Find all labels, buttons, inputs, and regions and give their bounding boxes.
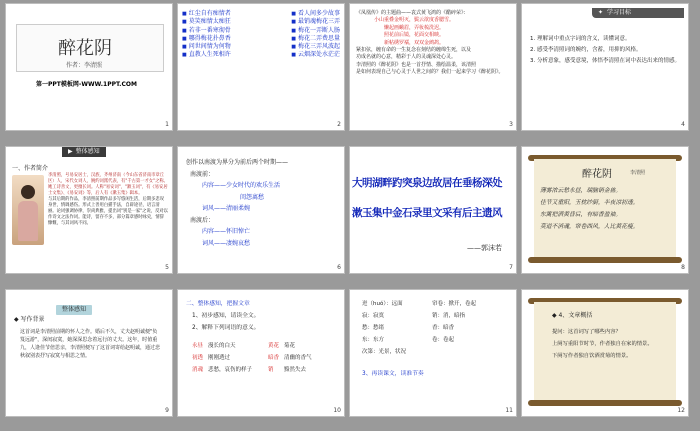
summary-item: 上阕写重阳节时节，作者独自在家的情景。	[552, 341, 653, 347]
background-text: 这首词是李清照前期的怀人之作。婚后不久，丈夫赵明诚便"负笈远游"，深闺寂寞，她深深思念着远行的丈夫。这年，时值重九，人逢佳节倍思亲，李清照便写了这首词寄给赵明诚，通过悲秋叙别表抒写寂寞与相思之情。	[20, 329, 161, 359]
slide-thumbnail-8[interactable]	[522, 147, 688, 273]
slide-author: 作者：李清照	[66, 62, 103, 69]
goal-item: 1. 理解词中重点字词的含义，读懂词意。	[530, 36, 631, 42]
slide-thumbnail-6[interactable]	[178, 147, 344, 273]
word-row: 次第：光景，状况	[362, 349, 407, 355]
slide-thumbnail-9[interactable]	[6, 290, 172, 416]
slide-number: 4	[681, 121, 685, 128]
task-heading: 二、整体感知，把握文章	[186, 301, 250, 307]
term-row: 永昼 漫长的白天 黄花 菊花	[192, 343, 296, 349]
goal-item: 2. 感受李清照词的婉约，含蓄，用抑的风格。	[530, 47, 642, 53]
slide-thumbnail-1[interactable]	[6, 4, 172, 130]
section-heading: 整体感知	[56, 296, 92, 315]
period-content: 内容——少女时代的欢乐生活	[202, 182, 281, 189]
intro-line: 紧扣弦，缠有命的一生复念在刻结的缠绵生死，以及	[356, 47, 472, 54]
poem-line: 佳节又重阳，玉枕纱厨，半夜凉初透。	[540, 200, 639, 206]
poem-title: 醉花阴	[582, 169, 612, 180]
slide-thumbnail-7[interactable]	[350, 147, 516, 273]
bio-paragraph: 与其后期的作品，李清照前期作品多写悠闲生活，后期多悲叹身世，情调感伤。形式上善用白描手法，自辟途径，语言清丽。论词强调协律，崇尚典雅，提出词"别是一家"之说，反对以作诗文之法作词。能诗，留存不多，部分篇章感时咏史，情辞慷慨，与其词风不同。	[48, 197, 168, 226]
poem-line: 照花前后镜，花面交相映。	[384, 32, 445, 39]
star-icon: ✦	[598, 9, 604, 16]
poem-line: 东篱把酒黄昏后，有暗香盈袖。	[540, 212, 622, 218]
lyric-line: ■ 梅花一弄断人肠	[291, 26, 340, 34]
bio-text	[48, 173, 168, 227]
word-row: 愁：愁绪 香：暗香	[362, 325, 455, 331]
poem-line: 莫道不消魂，帘卷西风，人比黄花瘦。	[540, 224, 639, 230]
slide-number: 2	[337, 121, 341, 128]
term-row: 消魂 悲愁，哀伤的样子 销 黯然失去	[192, 367, 307, 373]
slide-number: 6	[337, 264, 341, 271]
lyric-line: ■ 梅花二弄费思量	[291, 34, 340, 42]
slide-thumbnail-11[interactable]	[350, 290, 516, 416]
lyric-line: ■ 最销魂梅花三弄	[291, 18, 340, 26]
slide-number: 7	[509, 264, 513, 271]
poem-line: 懒起画蛾眉，弄妆梳洗迟。	[384, 24, 445, 31]
slide-thumbnail-3[interactable]	[350, 4, 516, 130]
poem-body	[540, 185, 676, 233]
period-text	[186, 157, 336, 249]
slide-number: 3	[509, 121, 513, 128]
word-row: 寂：寂寞 销：消，暗指	[362, 313, 466, 319]
flag-icon: ▶	[68, 148, 73, 155]
section-subtitle: 一、作者简介	[12, 165, 49, 172]
slide-number: 9	[165, 407, 169, 414]
lyric-line: ■ 红尘自有痴情者	[182, 10, 231, 17]
left-column	[182, 10, 231, 60]
lyric-line: ■ 若非一番寒彻骨	[182, 26, 231, 34]
poem-line: 薄雾浓云愁永昼，瑞脑销金兽。	[540, 188, 622, 194]
slide-number: 12	[677, 407, 685, 414]
task-list	[186, 298, 336, 334]
word-row: 迸（huǒ）：远面 帘卷：掀开，卷起	[362, 301, 477, 307]
goal-list	[530, 34, 680, 67]
section-heading: ✦ 学习目标	[592, 8, 684, 18]
word-row: 东：东方 卷：卷起	[362, 337, 455, 343]
slide-thumbnail-4[interactable]	[522, 4, 688, 130]
slide-number: 5	[165, 264, 169, 271]
slide-thumbnail-5[interactable]	[6, 147, 172, 273]
period-content: 内容——怀旧悼亡	[202, 228, 251, 235]
right-column	[291, 10, 340, 60]
slide-thumbnail-2[interactable]	[178, 4, 344, 130]
lyric-line: ■ 直教人生死相许	[182, 51, 231, 59]
lyric-line: ■ 哪得梅花扑鼻香	[182, 34, 231, 42]
task-item: 1、初步感知，请读全文。	[192, 313, 260, 319]
summary-item: 提问：这首词写了哪些内容？	[552, 329, 621, 335]
intro-line: 李清照的《醉花阴》也是一首抒情、描绘温柔，该清照	[356, 61, 477, 68]
slide-number: 8	[681, 264, 685, 271]
scroll-rod-bottom	[528, 257, 682, 263]
slide-number: 10	[333, 407, 341, 414]
period-intro: 创作以南渡为界分为前后两个时期——	[186, 159, 289, 166]
poem-line: 小山重叠金明灭，鬓云欲度香腮雪。	[374, 17, 455, 24]
portrait-figure	[21, 185, 35, 199]
lyric-line: ■ 云烟深处水茫茫	[291, 51, 340, 59]
slide-thumbnail-10[interactable]	[178, 290, 344, 416]
bullet-icon: ◆	[14, 316, 21, 323]
couplet-line: 漱玉集中金石录里文采有后主遗风	[352, 207, 502, 219]
reading-task: 3、再读课文，读准节奏	[362, 371, 424, 377]
intro-text	[356, 10, 510, 77]
period-style: 词风——清丽柔婉	[202, 205, 251, 212]
lyric-line: ■ 莫笑痴情太痴狂	[182, 18, 231, 26]
term-row: 初透 刚刚透过 暗香 清幽的香气	[192, 355, 312, 361]
task-item: 2、解释下列词语的意义。	[192, 325, 260, 331]
poem-author: 李清照	[630, 170, 646, 176]
bullet-icon: ◆	[552, 312, 559, 319]
period-label: 南渡后：	[190, 216, 215, 224]
summary-body	[552, 326, 672, 362]
lyrics-table	[182, 10, 340, 60]
period-label: 南渡前：	[190, 170, 215, 178]
term-table	[192, 340, 337, 376]
summary-item: 下阕写作者独自饮酒赏菊的情景。	[552, 353, 632, 359]
bio-paragraph: 李清照，号易安居士，汉族，齐州济南（今山东省济南市章丘区）人，宋代女词人，婉约词派代表，有"千古第一才女"之称。她工诗善文，更擅长词。人称"易安词"，"漱玉词"，有《易安居士文集》、《易安词》等，后人有《漱玉集》辑本。	[48, 173, 168, 196]
slide-title: 醉花阴	[58, 38, 112, 59]
goal-item: 3. 分析意象，感受意境，体悟李清照在词中表达出来的情感。	[530, 58, 680, 64]
footer-text: 第一PPT模板网-WWW.1PPT.COM	[36, 81, 137, 88]
poem-line: 新帖绣罗襦，双双金鹧鸪。	[384, 39, 445, 46]
period-content: 闺怨离愁	[240, 193, 265, 201]
intro-line: 功成名就的心意，精彩于人的灵魂深处心灵。	[356, 54, 457, 61]
lyric-line: ■ 看人间多少故事	[291, 10, 340, 17]
summary-heading: ◆ 4、文章概括	[552, 312, 593, 319]
intro-line: 《凤凰传》的主题曲——袁式黄飞鸿的《醋碎荣》：	[356, 10, 469, 16]
author-portrait	[12, 175, 44, 245]
signature: ——郭沫若	[467, 244, 502, 252]
section-heading: ▶ 整体感知	[62, 147, 106, 157]
scroll-rod-bottom	[528, 400, 682, 406]
lyric-line: ■ 问世间情为何物	[182, 43, 231, 51]
slide-number: 11	[505, 407, 513, 414]
couplet-line: 大明湖畔趵突泉边故居在垂杨深处	[352, 177, 502, 189]
word-table	[362, 298, 512, 358]
slide-thumbnail-12[interactable]	[522, 290, 688, 416]
slide-number: 1	[165, 121, 169, 128]
period-style: 词风——凄婉哀愁	[202, 239, 251, 247]
section-subtitle: ◆ 写作背景	[14, 316, 45, 323]
intro-line: 是如何表现自己与心灵于人世之间的？我们一起来学习《醉花阴》。	[356, 69, 504, 76]
lyric-line: ■ 梅花三弄风波起	[291, 43, 340, 51]
portrait-robe	[18, 201, 38, 241]
